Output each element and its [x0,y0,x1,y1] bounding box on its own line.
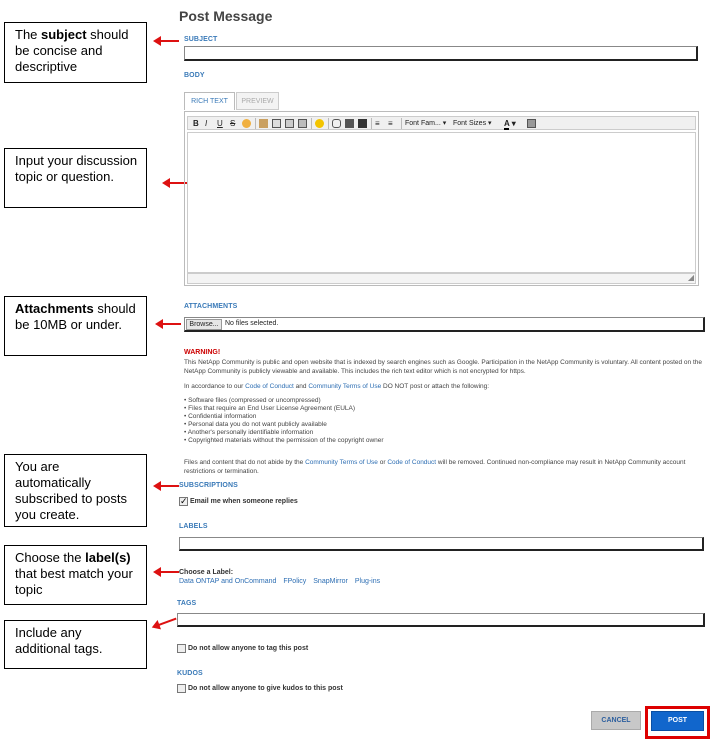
callout-text: should be concise and descriptive [15,27,129,74]
callout-bold-text: Attachments [15,301,94,316]
terms-of-use-link[interactable]: Community Terms of Use [305,459,378,466]
callout-text: The [15,27,42,42]
callout-subscriptions [4,454,147,527]
code-of-conduct-link[interactable]: Code of Conduct [245,383,294,390]
callout-attachments [4,296,147,356]
list-item: • Another's personally identifiable information [184,429,384,437]
text-color-button[interactable]: A ▾ [504,119,516,128]
callout-text: Choose the [15,550,86,565]
no-tag-label: Do not allow anyone to tag this post [188,645,309,652]
link-icon[interactable] [332,119,341,128]
bullet-list-icon[interactable]: ≡ [388,119,393,128]
warning-text: and [293,383,309,390]
highlight-icon[interactable] [242,119,251,128]
terms-of-use-link[interactable]: Community Terms of Use [308,383,382,390]
numbered-list-icon[interactable]: ≡ [375,119,380,128]
editor-statusbar [187,273,696,284]
tags-input[interactable] [177,613,705,627]
arrow-icon [155,319,181,329]
labels-label: LABELS [179,523,208,530]
warning-text: In accordance to our [184,383,246,390]
emoji-icon[interactable] [315,119,324,128]
label-option-link[interactable]: Plug-ins [354,578,381,585]
list-item: • Personal data you do not want publicly available [184,421,384,429]
label-option-link[interactable]: SnapMirror [313,578,348,585]
prohibited-list [184,397,384,445]
callout-labels [4,545,147,605]
callout-text: that best match your topic [15,566,133,597]
callout-bold-text: label(s) [85,550,131,565]
file-upload-field[interactable] [184,317,705,332]
no-file-text: No files selected. [225,320,279,327]
video-icon[interactable] [358,119,367,128]
arrow-icon [150,614,178,632]
callout-text: Input your discussion topic or question. [15,153,138,184]
image-icon[interactable] [345,119,354,128]
tags-label: TAGS [177,600,197,607]
warning-text: Files and content that do not abide by the [184,459,306,466]
kudos-label: KUDOS [177,670,203,677]
subscriptions-label: SUBSCRIPTIONS [179,482,238,489]
code-of-conduct-link[interactable]: Code of Conduct [387,459,437,466]
bold-button[interactable]: B [193,119,199,128]
callout-body [4,148,147,208]
rich-text-editor [184,111,699,286]
underline-button[interactable]: U [217,119,223,128]
warning-paragraph-1: This NetApp Community is public and open website that is indexed by search engines such as Google. Participation in the NetApp Community is voluntary. All content posted on the NetApp Community is publicly viewable and available. This includes the rich text editor which is not encrypted for https. [184,359,702,375]
strikethrough-button[interactable]: S [230,119,236,128]
list-item: • Software files (compressed or uncompressed) [184,397,384,405]
labels-input[interactable] [179,537,704,551]
browse-button[interactable]: Browse... [186,319,222,330]
italic-button[interactable]: I [205,119,208,128]
table-icon[interactable] [272,119,281,128]
tab-preview[interactable]: PREVIEW [236,92,279,110]
text-color-label: A [504,119,510,128]
callout-tags [4,620,147,669]
callout-text: Include any additional tags. [15,625,103,656]
callout-text: You are automatically subscribed to posts you create. [15,459,128,522]
arrow-icon [153,481,179,491]
body-label: BODY [184,72,205,79]
page-title: Post Message [179,8,273,24]
callout-subject [4,22,147,83]
label-options [179,578,385,585]
font-family-value: Font Fam... [405,120,441,127]
table-row-icon[interactable] [285,119,294,128]
label-option-link[interactable]: Data ONTAP and OnCommand [179,578,277,585]
body-input[interactable] [187,132,696,273]
cancel-button[interactable]: CANCEL [591,711,641,730]
callout-text: should be 10MB or under. [15,301,136,332]
post-button[interactable]: POST [651,711,704,731]
paste-icon[interactable] [259,119,268,128]
clear-format-icon[interactable] [527,119,536,128]
label-option-link[interactable]: FPolicy [283,578,307,585]
subject-label: SUBJECT [184,36,218,43]
arrow-icon [153,567,179,577]
list-item: • Files that require an End User License Agreement (EULA) [184,405,384,413]
font-size-select[interactable]: Font Sizes ▾ [453,120,492,127]
resize-handle-icon[interactable]: ◢ [687,273,694,282]
arrow-icon [153,36,179,46]
warning-heading: WARNING! [184,349,221,356]
no-tag-checkbox[interactable] [177,644,186,653]
list-item: • Copyrighted materials without the permission of the copyright owner [184,437,384,445]
list-item: • Confidential information [184,413,384,421]
table-col-icon[interactable] [298,119,307,128]
email-me-checkbox[interactable] [179,497,188,506]
warning-text: or [377,459,388,466]
attachments-label: ATTACHMENTS [184,303,238,310]
no-kudos-checkbox[interactable] [177,684,186,693]
choose-label-heading: Choose a Label: [179,569,234,576]
callout-bold-text: subject [41,27,87,42]
no-kudos-label: Do not allow anyone to give kudos to this post [188,685,343,692]
editor-toolbar [187,116,696,130]
subject-input[interactable] [184,46,698,61]
warning-paragraph-3 [184,458,704,476]
font-family-select[interactable]: Font Fam... ▾ [405,120,447,127]
tab-rich-text[interactable]: RICH TEXT [184,92,235,110]
warning-paragraph-2 [184,382,704,391]
email-me-label: Email me when someone replies [190,498,298,505]
warning-text: DO NOT post or attach the following: [381,383,490,390]
warning-text: will be removed. Continued non-compliance may result in NetApp Community account restrictions or termination. [184,459,686,475]
font-size-value: Font Sizes [453,120,487,127]
